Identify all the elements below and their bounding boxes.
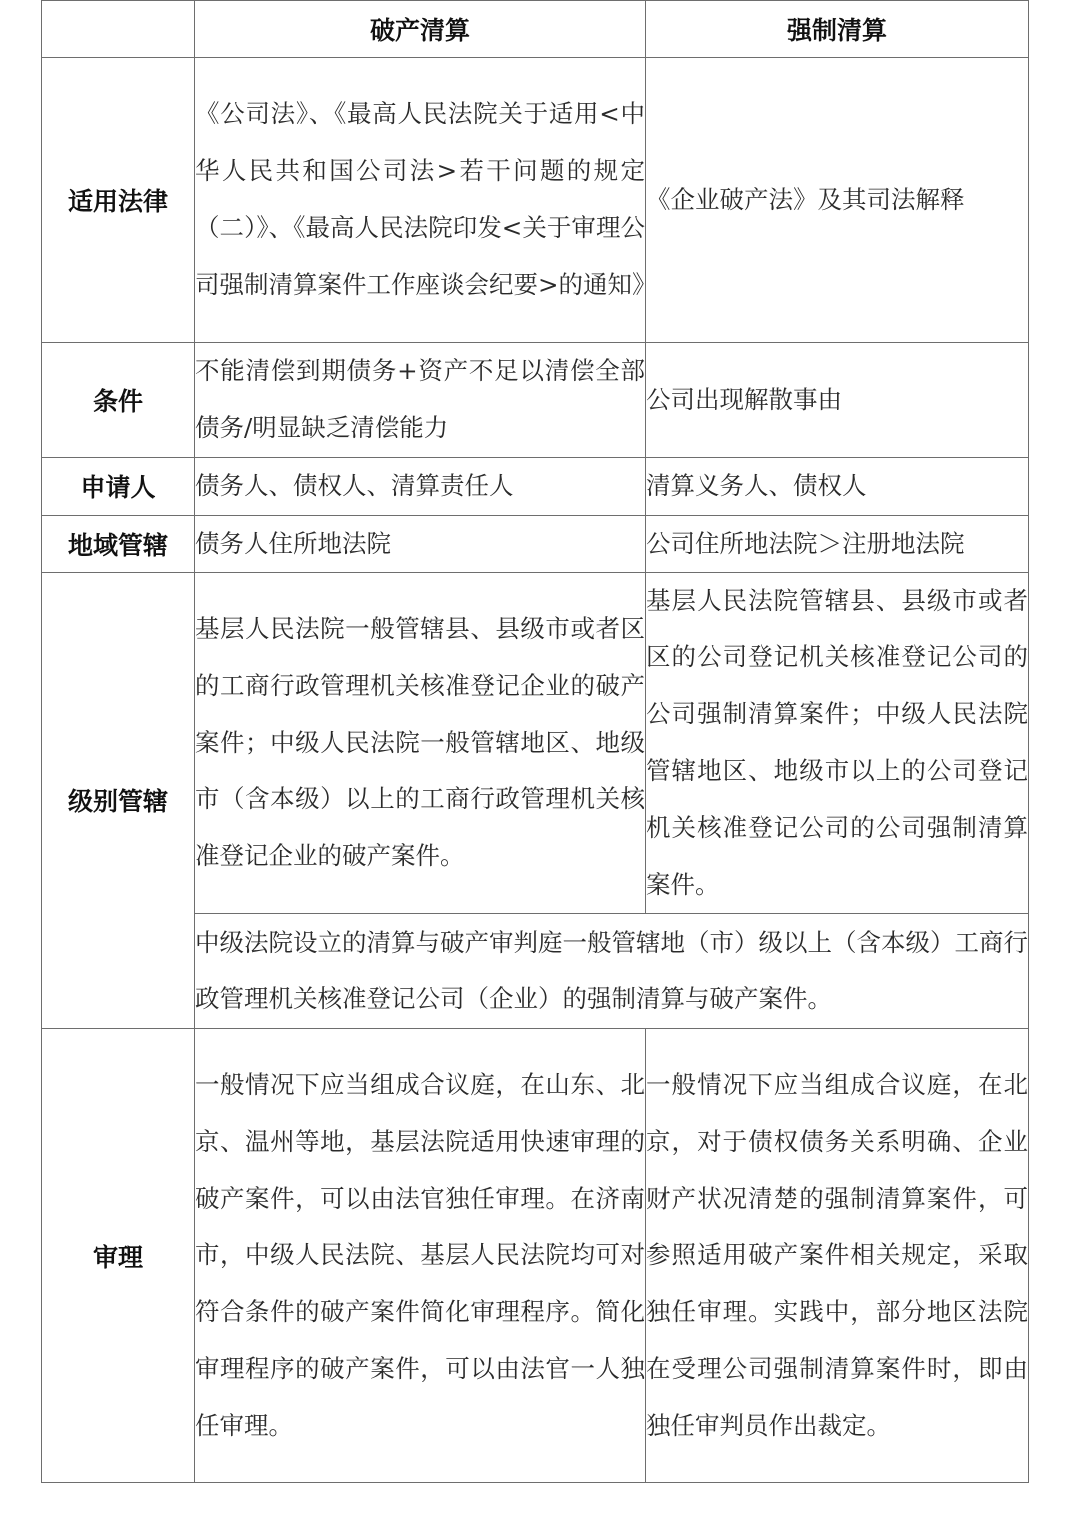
row-label: 审理 bbox=[42, 1029, 195, 1483]
cell-bankruptcy: 一般情况下应当组成合议庭，在山东、北京、温州等地，基层法院适用快速审理的破产案件，可以由法官独任审理。在济南市，中级人民法院、基层人民法院均可对符合条件的破产案件简化审理程序。简化审理程序的破产案件，可以由法官一人独任审理。 bbox=[195, 1029, 646, 1483]
cell-compulsory: 《企业破产法》及其司法解释 bbox=[646, 58, 1029, 343]
header-compulsory-liquidation: 强制清算 bbox=[646, 1, 1029, 58]
row-label: 地域管辖 bbox=[42, 515, 195, 572]
table-row-applicable-law bbox=[42, 58, 1029, 343]
cell-compulsory: 公司出现解散事由 bbox=[646, 343, 1029, 458]
cell-compulsory: 清算义务人、债权人 bbox=[646, 457, 1029, 515]
table-row-conditions bbox=[42, 343, 1029, 458]
row-label: 申请人 bbox=[42, 457, 195, 515]
cell-bankruptcy: 基层人民法院一般管辖县、县级市或者区的工商行政管理机关核准登记企业的破产案件；中级人民法院一般管辖地区、地级市（含本级）以上的工商行政管理机关核准登记企业的破产案件。 bbox=[195, 572, 646, 914]
table-row-trial bbox=[42, 1029, 1029, 1483]
table-row-territorial-jurisdiction bbox=[42, 515, 1029, 572]
cell-bankruptcy: 《公司法》、《最高人民法院关于适用<中华人民共和国公司法>若干问题的规定（二）》、《最高人民法院印发<关于审理公司强制清算案件工作座谈会纪要>的通知》 bbox=[195, 58, 646, 343]
cell-merged: 中级法院设立的清算与破产审判庭一般管辖地（市）级以上（含本级）工商行政管理机关核准登记公司（企业）的强制清算与破产案件。 bbox=[195, 914, 1029, 1029]
header-corner bbox=[42, 1, 195, 58]
table-row-applicant bbox=[42, 457, 1029, 515]
cell-bankruptcy: 不能清偿到期债务+资产不足以清偿全部债务/明显缺乏清偿能力 bbox=[195, 343, 646, 458]
cell-bankruptcy: 债务人、债权人、清算责任人 bbox=[195, 457, 646, 515]
header-bankruptcy-liquidation: 破产清算 bbox=[195, 1, 646, 58]
row-label: 条件 bbox=[42, 343, 195, 458]
comparison-table bbox=[41, 0, 1029, 1483]
cell-compulsory: 公司住所地法院＞注册地法院 bbox=[646, 515, 1029, 572]
cell-bankruptcy: 债务人住所地法院 bbox=[195, 515, 646, 572]
cell-compulsory: 一般情况下应当组成合议庭，在北京，对于债权债务关系明确、企业财产状况清楚的强制清算案件，可参照适用破产案件相关规定，采取独任审理。实践中，部分地区法院在受理公司强制清算案件时，即由独任审判员作出裁定。 bbox=[646, 1029, 1029, 1483]
row-label: 级别管辖 bbox=[42, 572, 195, 1029]
cell-compulsory: 基层人民法院管辖县、县级市或者区的公司登记机关核准登记公司的公司强制清算案件；中级人民法院管辖地区、地级市以上的公司登记机关核准登记公司的公司强制清算案件。 bbox=[646, 572, 1029, 914]
row-label: 适用法律 bbox=[42, 58, 195, 343]
table-row-level-jurisdiction bbox=[42, 572, 1029, 914]
header-row bbox=[42, 1, 1029, 58]
